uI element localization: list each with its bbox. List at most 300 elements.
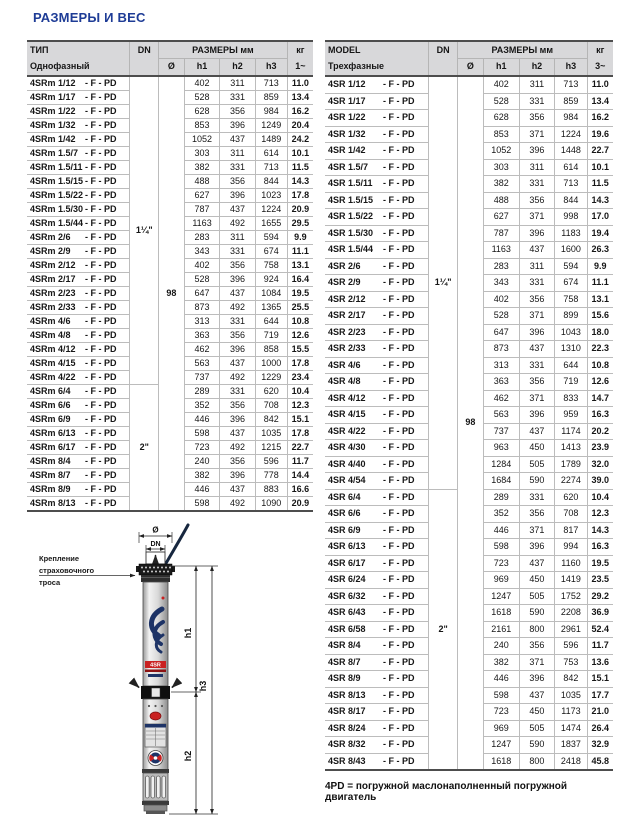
weight-cell: 9.9 (287, 231, 313, 245)
dim-cell: 396 (519, 407, 555, 424)
dim-cell: 737 (483, 423, 519, 440)
weight-cell: 23.4 (287, 371, 313, 385)
model-name: 4SR 4/54 (328, 475, 366, 485)
power-cable (165, 525, 188, 565)
dim-cell: 817 (555, 522, 587, 539)
dim-cell: 437 (519, 423, 555, 440)
diameter-dim-label: Ø (152, 525, 159, 535)
model-suffix: - F - PD (85, 456, 117, 466)
model-cell (325, 192, 429, 209)
weight-cell: 9.9 (587, 258, 613, 275)
dim-cell: 311 (519, 76, 555, 93)
dim-cell: 356 (519, 638, 555, 655)
dim-cell: 240 (483, 638, 519, 655)
dim-cell: 1035 (255, 427, 287, 441)
dn-cell: 2" (130, 385, 159, 512)
weight-cell: 26.3 (587, 242, 613, 259)
weight-cell: 16.2 (587, 110, 613, 127)
dim-cell: 644 (255, 315, 287, 329)
nameplate-header (145, 724, 166, 728)
model-name: 4SRm 1.5/15 (30, 176, 84, 186)
dim-cell: 331 (220, 91, 255, 105)
model-name: 4SRm 4/6 (30, 316, 71, 326)
dim-cell: 450 (519, 704, 555, 721)
dim-cell: 1655 (255, 217, 287, 231)
column-header-phase: Трехфазные (325, 59, 429, 77)
dim-cell: 437 (519, 341, 555, 358)
dim-cell: 371 (519, 390, 555, 407)
dim-cell: 313 (483, 357, 519, 374)
dim-cell: 620 (255, 385, 287, 399)
model-cell (325, 456, 429, 473)
dim-cell: 356 (220, 105, 255, 119)
column-header-dn: DN (130, 41, 159, 59)
dim-cell: 598 (184, 427, 219, 441)
dim-cell: 594 (555, 258, 587, 275)
pump-diagram (35, 523, 255, 830)
dim-cell: 283 (184, 231, 219, 245)
column-header-kg: кг (587, 41, 613, 59)
model-cell (27, 273, 130, 287)
weight-cell: 15.1 (587, 671, 613, 688)
vent-dot (148, 705, 150, 707)
model-suffix: - F - PD (85, 330, 117, 340)
model-cell (27, 329, 130, 343)
dim-cell: 402 (184, 259, 219, 273)
model-suffix: - F - PD (383, 706, 415, 716)
weight-cell: 10.4 (287, 385, 313, 399)
model-name: 4SR 6/58 (328, 623, 366, 634)
column-header-diameter: Ø (159, 59, 185, 77)
dim-cell: 647 (483, 324, 519, 341)
weight-cell: 32.0 (587, 456, 613, 473)
model-cell (325, 76, 429, 93)
dim-cell: 628 (483, 110, 519, 127)
dim-cell: 644 (555, 357, 587, 374)
weight-cell: 29.2 (587, 588, 613, 605)
model-suffix: - F - PD (85, 428, 117, 438)
dim-cell: 800 (519, 753, 555, 770)
dim-cell: 396 (220, 119, 255, 133)
dim-cell: 311 (220, 147, 255, 161)
model-suffix: - F - PD (85, 106, 117, 116)
dim-cell: 492 (220, 441, 255, 455)
dim-cell: 1000 (255, 357, 287, 371)
model-cell (325, 407, 429, 424)
model-cell (27, 357, 130, 371)
model-suffix: - F - PD (383, 112, 415, 122)
model-cell (325, 390, 429, 407)
model-name: 4SRm 1/12 (30, 78, 76, 88)
weight-cell: 11.7 (287, 455, 313, 469)
model-cell (325, 341, 429, 358)
model-cell (27, 497, 130, 512)
model-cell (325, 621, 429, 638)
dim-cell: 787 (483, 225, 519, 242)
model-cell (27, 161, 130, 175)
weight-cell: 19.6 (587, 126, 613, 143)
model-cell (27, 119, 130, 133)
model-cell (27, 287, 130, 301)
model-cell (27, 441, 130, 455)
model-suffix: - F - PD (85, 162, 117, 172)
head-collar (141, 575, 170, 582)
dim-cell: 311 (519, 159, 555, 176)
model-suffix: - F - PD (383, 227, 415, 238)
model-name: 4SRm 1.5/11 (30, 162, 83, 172)
model-name: 4SR 4/8 (328, 376, 361, 386)
dim-cell: 311 (220, 76, 255, 91)
dim-cell: 402 (483, 76, 519, 93)
dim-cell: 356 (220, 259, 255, 273)
weight-cell: 14.4 (287, 469, 313, 483)
dim-cell: 437 (519, 555, 555, 572)
dim-cell: 1160 (555, 555, 587, 572)
dim-cell: 528 (184, 273, 219, 287)
dim-cell: 858 (255, 343, 287, 357)
weight-cell: 11.5 (287, 161, 313, 175)
dim-cell: 1224 (555, 126, 587, 143)
model-name: 4SR 6/17 (328, 557, 366, 568)
dim-cell: 1419 (555, 572, 587, 589)
dim-cell: 356 (519, 374, 555, 391)
weight-cell: 36.9 (587, 605, 613, 622)
model-suffix: - F - PD (383, 508, 415, 518)
brand-logo-strip (148, 674, 163, 677)
model-suffix: - F - PD (85, 204, 117, 214)
model-suffix: - F - PD (383, 326, 415, 337)
cap-ear (172, 566, 175, 572)
column-header-dn-spacer (429, 59, 458, 77)
dimensions-table (27, 40, 313, 512)
model-cell (325, 588, 429, 605)
column-header-h3: h3 (555, 59, 587, 77)
model-suffix: - F - PD (85, 78, 117, 88)
dim-cell: 924 (255, 273, 287, 287)
dim-cell: 713 (255, 161, 287, 175)
dim-cell: 2418 (555, 753, 587, 770)
dim-cell: 787 (184, 203, 219, 217)
model-suffix: - F - PD (85, 358, 117, 368)
weight-cell: 32.9 (587, 737, 613, 754)
dim-cell: 873 (184, 301, 219, 315)
dim-cell: 994 (555, 539, 587, 556)
weight-cell: 25.5 (287, 301, 313, 315)
dn-cell: 2" (429, 489, 458, 770)
model-suffix: - F - PD (383, 260, 415, 271)
dim-cell: 343 (184, 245, 219, 259)
weight-cell: 16.2 (287, 105, 313, 119)
model-suffix: - F - PD (85, 344, 117, 354)
dim-cell: 1618 (483, 753, 519, 770)
model-suffix: - F - PD (85, 134, 117, 144)
h3-dim-label: h3 (198, 680, 208, 692)
dim-cell: 331 (519, 275, 555, 292)
dim-cell: 1752 (555, 588, 587, 605)
dim-cell: 598 (483, 539, 519, 556)
dim-cell: 758 (555, 291, 587, 308)
model-suffix: - F - PD (383, 623, 415, 634)
dim-cell: 844 (555, 192, 587, 209)
dim-cell: 1474 (555, 720, 587, 737)
weight-cell: 12.6 (287, 329, 313, 343)
model-cell (325, 126, 429, 143)
dim-cell: 450 (519, 572, 555, 589)
dim-cell: 1448 (555, 143, 587, 160)
dim-cell: 352 (483, 506, 519, 523)
dim-cell: 492 (220, 301, 255, 315)
model-cell (27, 427, 130, 441)
dim-cell: 1224 (255, 203, 287, 217)
dim-cell: 396 (519, 324, 555, 341)
model-suffix: - F - PD (383, 590, 415, 601)
model-name: 4SR 8/13 (328, 689, 366, 700)
dim-cell: 382 (184, 469, 219, 483)
dim-cell: 1489 (255, 133, 287, 147)
cap-ear (136, 566, 139, 572)
rope-label-line2: страховочного (39, 566, 95, 575)
dim-cell: 984 (255, 105, 287, 119)
model-suffix: - F - PD (383, 458, 415, 469)
model-suffix: - F - PD (383, 607, 415, 617)
model-name: 4SR 1/22 (328, 112, 366, 122)
dim-cell: 356 (220, 329, 255, 343)
dim-cell: 363 (184, 329, 219, 343)
dim-cell: 842 (555, 671, 587, 688)
model-cell (325, 473, 429, 490)
column-header-type: MODEL (325, 41, 429, 59)
column-header-phase-code: 1~ (287, 59, 313, 77)
model-suffix: - F - PD (85, 316, 117, 326)
dim-cell: 331 (220, 385, 255, 399)
model-name: 4SRm 1.5/30 (30, 204, 84, 214)
dim-cell: 628 (184, 105, 219, 119)
weight-cell: 17.0 (587, 209, 613, 226)
dim-cell: 313 (184, 315, 219, 329)
weight-cell: 17.8 (287, 189, 313, 203)
model-name: 4SR 6/6 (328, 508, 361, 518)
weight-cell: 15.1 (287, 413, 313, 427)
dim-cell: 446 (184, 413, 219, 427)
weight-cell: 11.1 (287, 245, 313, 259)
dim-cell: 590 (519, 473, 555, 490)
dim-cell: 356 (519, 506, 555, 523)
model-cell (325, 324, 429, 341)
model-cell (325, 671, 429, 688)
dim-cell: 437 (220, 287, 255, 301)
dim-cell: 598 (184, 497, 219, 512)
model-suffix: - F - PD (383, 145, 415, 155)
model-name: 4SR 6/24 (328, 574, 366, 584)
weight-cell: 16.6 (287, 483, 313, 497)
dim-cell: 396 (220, 413, 255, 427)
dim-cell: 283 (483, 258, 519, 275)
model-cell (27, 189, 130, 203)
dim-cell: 396 (519, 143, 555, 160)
dim-cell: 352 (184, 399, 219, 413)
dim-cell: 1163 (483, 242, 519, 259)
vent-dot (154, 705, 156, 707)
rope-label-line1: Крепление (39, 554, 80, 563)
dim-cell: 528 (483, 93, 519, 110)
weight-cell: 14.3 (287, 175, 313, 189)
weight-cell: 10.4 (587, 489, 613, 506)
dim-cell: 437 (220, 427, 255, 441)
weight-cell: 45.8 (587, 753, 613, 770)
weight-cell: 29.5 (287, 217, 313, 231)
dim-cell: 371 (519, 126, 555, 143)
h1-dim-label: h1 (183, 627, 193, 639)
model-cell (325, 654, 429, 671)
model-cell (325, 539, 429, 556)
weight-cell: 18.0 (587, 324, 613, 341)
dim-cell: 723 (483, 555, 519, 572)
model-name: 4SR 1/17 (328, 95, 366, 106)
dim-cell: 598 (483, 687, 519, 704)
dim-cell: 627 (483, 209, 519, 226)
dim-cell: 620 (555, 489, 587, 506)
dim-cell: 873 (483, 341, 519, 358)
model-cell (27, 399, 130, 413)
weight-cell: 16.3 (587, 407, 613, 424)
model-suffix: - F - PD (383, 475, 415, 485)
column-header-h1: h1 (184, 59, 219, 77)
dim-cell: 883 (255, 483, 287, 497)
dim-cell: 969 (483, 572, 519, 589)
dim-cell: 505 (519, 588, 555, 605)
dim-cell: 723 (483, 704, 519, 721)
dim-cell: 371 (519, 522, 555, 539)
model-name: 4SR 6/13 (328, 541, 366, 551)
model-name: 4SR 4/12 (328, 392, 366, 403)
dim-cell: 1684 (483, 473, 519, 490)
intake-slot (152, 688, 161, 697)
model-cell (27, 371, 130, 385)
dim-cell: 528 (483, 308, 519, 325)
model-suffix: - F - PD (383, 574, 415, 584)
dim-cell: 1174 (555, 423, 587, 440)
model-suffix: - F - PD (85, 218, 117, 228)
weight-cell: 14.7 (587, 390, 613, 407)
model-suffix: - F - PD (85, 442, 117, 452)
dim-cell: 833 (555, 390, 587, 407)
model-name: 4SRm 8/13 (30, 498, 76, 508)
dim-cell: 1090 (255, 497, 287, 512)
model-cell (27, 147, 130, 161)
model-name: 4SR 2/6 (328, 260, 361, 271)
dim-cell: 488 (483, 192, 519, 209)
model-suffix: - F - PD (383, 79, 415, 89)
dim-cell: 396 (220, 343, 255, 357)
dim-cell: 596 (555, 638, 587, 655)
weight-cell: 22.7 (587, 143, 613, 160)
column-header-h2: h2 (519, 59, 555, 77)
model-suffix: - F - PD (85, 246, 117, 256)
fins-bottom-cap (142, 801, 169, 805)
model-cell (325, 522, 429, 539)
model-name: 4SR 4/15 (328, 409, 366, 419)
dim-cell: 1365 (255, 301, 287, 315)
dim-cell: 1173 (555, 704, 587, 721)
dim-cell: 590 (519, 737, 555, 754)
dim-cell: 1052 (184, 133, 219, 147)
footnote: 4PD = погружной маслонаполненный погружной двигатель (325, 781, 568, 803)
model-name: 4SR 2/9 (328, 277, 361, 287)
model-suffix: - F - PD (383, 755, 415, 766)
model-cell (27, 245, 130, 259)
dim-cell: 614 (255, 147, 287, 161)
dim-cell: 450 (519, 440, 555, 457)
weight-cell: 24.2 (287, 133, 313, 147)
brand-sub-plate (145, 670, 166, 673)
model-cell (27, 455, 130, 469)
model-cell (27, 105, 130, 119)
model-name: 4SR 8/9 (328, 673, 361, 683)
model-suffix: - F - PD (383, 392, 415, 403)
weight-cell: 11.7 (587, 638, 613, 655)
dim-cell: 303 (184, 147, 219, 161)
dim-cell: 437 (220, 203, 255, 217)
model-name: 4SR 8/17 (328, 706, 366, 716)
dim-cell: 343 (483, 275, 519, 292)
dim-cell: 853 (184, 119, 219, 133)
model-cell (27, 76, 130, 91)
dim-cell: 446 (483, 522, 519, 539)
dim-cell: 708 (255, 399, 287, 413)
table-row (325, 76, 613, 93)
model-name: 4SR 1.5/22 (328, 211, 374, 221)
model-name: 4SRm 1/17 (30, 92, 76, 102)
dim-cell: 402 (483, 291, 519, 308)
model-cell (27, 133, 130, 147)
model-suffix: - F - PD (85, 260, 117, 270)
h2-dim-label: h2 (183, 750, 193, 762)
dim-cell: 758 (255, 259, 287, 273)
model-name: 4SRm 4/15 (30, 358, 76, 368)
dim-cell: 331 (519, 489, 555, 506)
dim-cell: 674 (555, 275, 587, 292)
weight-cell: 23.5 (587, 572, 613, 589)
weight-cell: 20.9 (287, 497, 313, 512)
dim-cell: 2274 (555, 473, 587, 490)
model-suffix: - F - PD (383, 128, 415, 139)
weight-cell: 10.1 (287, 147, 313, 161)
rope-label-line3: троса (39, 578, 61, 587)
model-cell (325, 489, 429, 506)
model-cell (27, 301, 130, 315)
model-name: 4SR 1.5/15 (328, 194, 374, 205)
weight-cell: 20.4 (287, 119, 313, 133)
model-suffix: - F - PD (383, 673, 415, 683)
dim-cell: 356 (519, 192, 555, 209)
dn-dim-label: DN (150, 541, 161, 548)
dim-cell: 356 (220, 455, 255, 469)
model-suffix: - F - PD (383, 524, 415, 535)
dn-cell: 1¼" (429, 76, 458, 489)
dim-cell: 1789 (555, 456, 587, 473)
model-cell (27, 385, 130, 399)
dim-cell: 719 (255, 329, 287, 343)
model-cell (27, 315, 130, 329)
model-name: 4SR 2/23 (328, 326, 366, 337)
model-suffix: - F - PD (85, 484, 117, 494)
model-name: 4SR 6/32 (328, 590, 366, 601)
dim-cell: 1247 (483, 737, 519, 754)
dim-cell: 778 (255, 469, 287, 483)
dim-cell: 462 (483, 390, 519, 407)
model-name: 4SRm 6/4 (30, 386, 71, 396)
dim-cell: 331 (519, 176, 555, 193)
